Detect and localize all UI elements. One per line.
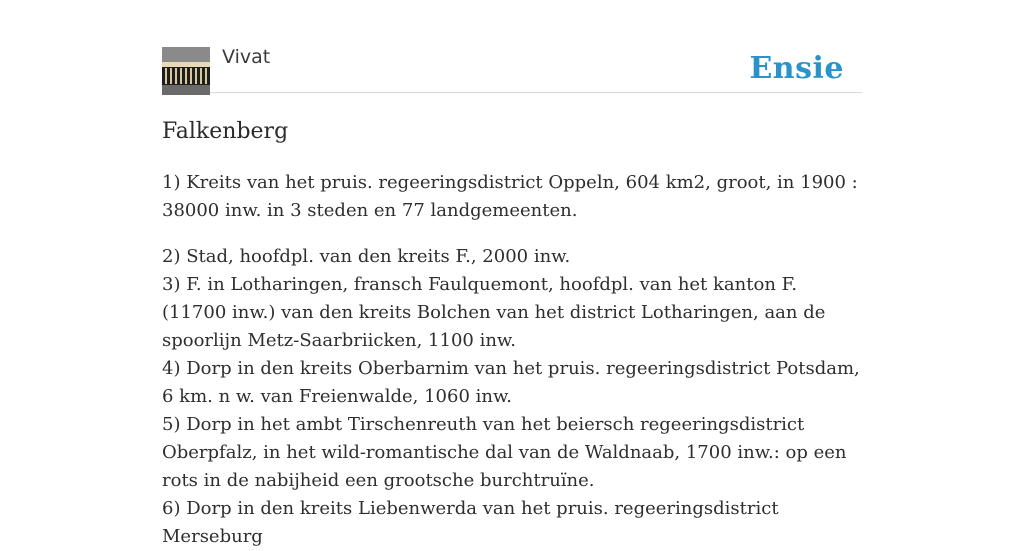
entry-item: 4) Dorp in den kreits Oberbarnim van het pruis. regeeringsdistrict Potsdam, 6 km. n w. van Freienwalde, 1060 inw. <box>162 358 860 407</box>
avatar[interactable] <box>162 47 210 95</box>
page-container <box>162 0 862 551</box>
entry-item: 3) F. in Lotharingen, fransch Faulquemont, hoofdpl. van het kanton F. (11700 inw.) van den kreits Bolchen van het district Lotharingen, aan de spoorlijn Metz-Saarbriicken, 1100 inw. <box>162 274 826 351</box>
entry-item: 2) Stad, hoofdpl. van den kreits F., 2000 inw. <box>162 246 571 267</box>
author-name[interactable]: Vivat <box>222 46 271 68</box>
avatar-image <box>162 47 210 95</box>
entry-title: Falkenberg <box>162 119 289 144</box>
entry-item: 6) Dorp in den kreits Liebenwerda van het pruis. regeeringsdistrict Merseburg <box>162 498 779 547</box>
brand-logo[interactable]: Ensie <box>749 51 844 86</box>
entry-header <box>162 0 862 93</box>
entry-paragraph: 1) Kreits van het pruis. regeeringsdistrict Oppeln, 604 km2, groot, in 1900 : 38000 inw. in 3 steden en 77 landgemeenten. <box>162 172 858 221</box>
entry-body <box>162 169 862 551</box>
entry-item: 5) Dorp in het ambt Tirschenreuth van het beiersch regeeringsdistrict Oberpfalz, in het wild-romantische dal van de Waldnaab, 1700 inw.: op een rots in de nabijheid een grootsche burchtruïne. <box>162 414 847 491</box>
